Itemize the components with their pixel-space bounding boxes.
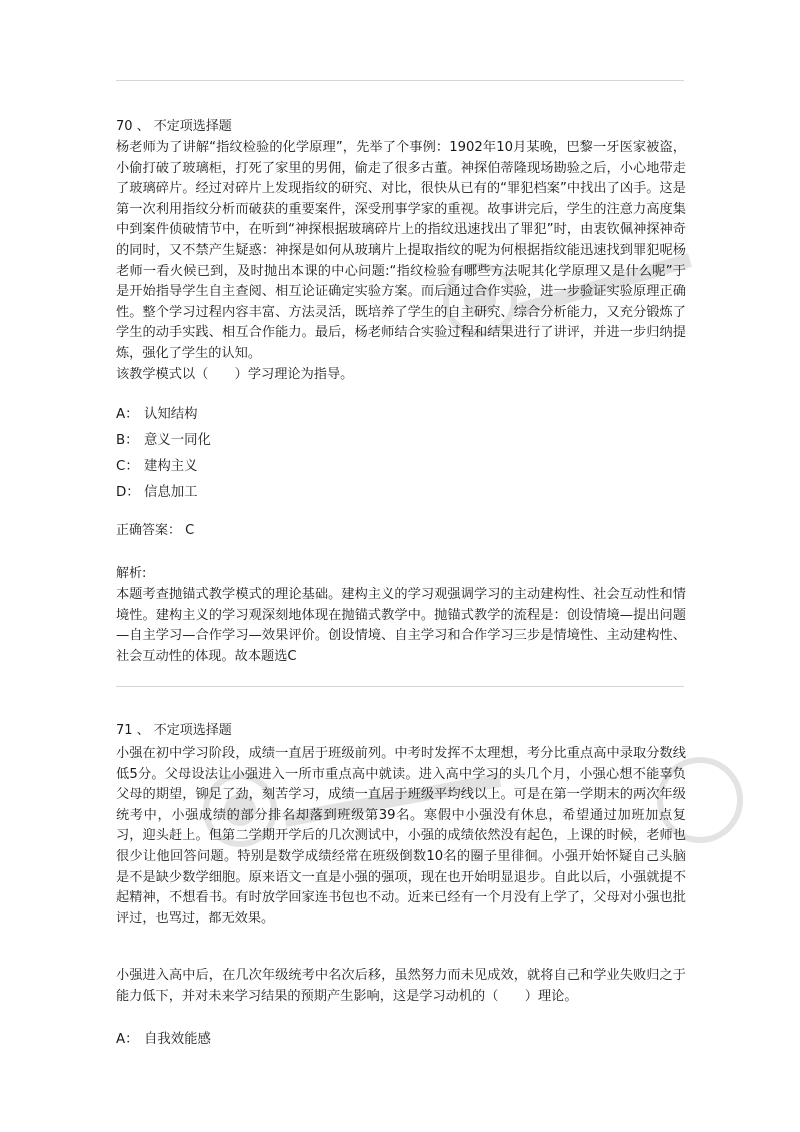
question-71 xyxy=(116,722,686,740)
analysis-body xyxy=(116,585,686,667)
option-c[interactable] xyxy=(116,458,198,476)
option-key: A： xyxy=(116,407,139,422)
option-text: 建构主义 xyxy=(144,459,198,474)
option-a[interactable] xyxy=(116,406,198,424)
option-b[interactable] xyxy=(116,432,211,450)
options-70 xyxy=(116,406,686,506)
analysis-label: 解析: xyxy=(116,566,147,581)
section-divider xyxy=(116,686,684,687)
question-prompt: 小强进入高中后，在几次年级统考中名次后移，虽然努力而未见成效，就将自己和学业失败归之于能力低下，并对未来学习结果的预期产生影响，这是学习动机的（ ）理论。 xyxy=(116,968,686,1004)
question-text: 小强在初中学习阶段，成绩一直居于班级前列。中考时发挥不太理想，考分比重点高中录取分数线低5分。父母设法让小强进入一所市重点高中就读。进入高中学习的头几个月，小强心想不能辜负父母的期望，铆足了劲，刻苦学习，成绩一直居于班级平均线以上。可是在第一学期末的两次年级统考中，小强成绩的部分排名却落到班级第39名。寒假中小强没有休息，希望通过加班加点复习，迎头赶上。但第二学期开学后的几次测试中，小强的成绩依然没有起色，上课的时候，老师也很少让他回答问题。特别是数学成绩经常在班级倒数10名的圈子里徘徊。小强开始怀疑自己头脑是不是缺少数学细胞。原来语文一直是小强的强项，现在也开始明显退步。自此以后，小强就提不起精神，不想看书。有时放学回家连书包也不动。近来已经有一个月没有上学了，父母对小强也批评过，也骂过，都无效果。 xyxy=(116,746,686,926)
question-prompt: 该教学模式以（ ）学习理论为指导。 xyxy=(116,366,354,382)
option-a[interactable] xyxy=(116,1031,211,1049)
option-key: D： xyxy=(116,485,140,500)
analysis-section xyxy=(116,565,686,585)
question-71-body xyxy=(116,744,686,929)
question-number: 70 、 不定项选择题 xyxy=(116,119,232,134)
option-d[interactable] xyxy=(116,484,198,502)
top-divider xyxy=(116,80,684,81)
question-70-body xyxy=(116,138,686,385)
option-text: 自我效能感 xyxy=(144,1032,211,1047)
question-70 xyxy=(116,118,686,136)
option-text: 意义一同化 xyxy=(144,433,211,448)
option-key: C： xyxy=(116,459,139,474)
option-text: 信息加工 xyxy=(144,485,198,500)
option-key: A： xyxy=(116,1032,139,1047)
analysis-text: 本题考查抛锚式教学模式的理论基础。建构主义的学习观强调学习的主动建构性、社会互动性和情境性。建构主义的学习观深刻地体现在抛锚式教学中。抛锚式教学的流程是：创设情境—提出问题—自主学习—合作学习—效果评价。创设情境、自主学习和合作学习三步是情境性、主动建构性、社会互动性的体现。故本题选C xyxy=(116,587,686,664)
question-text: 杨老师为了讲解“指纹检验的化学原理”，先举了个事例：1902年10月某晚，巴黎一牙医家被盗，小偷打破了玻璃柜，打死了家里的男佣，偷走了很多古董。神探伯蒂隆现场勘验之后，小心地带走了玻璃碎片。经过对碎片上发现指纹的研究、对比，很快从已有的“罪犯档案”中找出了凶手。这是第一次利用指纹分析而破获的重要案件，深受刑事学家的重视。故事讲完后，学生的注意力高度集中到案件侦破情节中，在听到“神探根据玻璃碎片上的指纹迅速找出了罪犯”时，由衷钦佩神探神奇的同时，又不禁产生疑惑：神探是如何从玻璃片上提取指纹的呢为何根据指纹能迅速找到罪犯呢杨老师一看火候已到，及时抛出本课的中心问题:“指纹检验有哪些方法呢其化学原理又是什么呢”于是开始指导学生自主查阅、相互论证确定实验方案。而后通过合作实验，进一步验证实验原理正确性。整个学习过程内容丰富、方法灵活，既培养了学生的自主研究、综合分析能力，又充分锻炼了学生的动手实践、相互合作能力。最后，杨老师结合实验过程和结果进行了讲评，并进一步归纳提炼，强化了学生的认知。 xyxy=(116,140,686,361)
option-key: B： xyxy=(116,433,139,448)
question-71-prompt xyxy=(116,966,686,1007)
correct-answer: 正确答案： C xyxy=(116,523,195,538)
question-number: 71 、 不定项选择题 xyxy=(116,723,232,738)
option-text: 认知结构 xyxy=(144,407,198,422)
answer-section xyxy=(116,522,686,542)
options-71 xyxy=(116,1031,686,1055)
